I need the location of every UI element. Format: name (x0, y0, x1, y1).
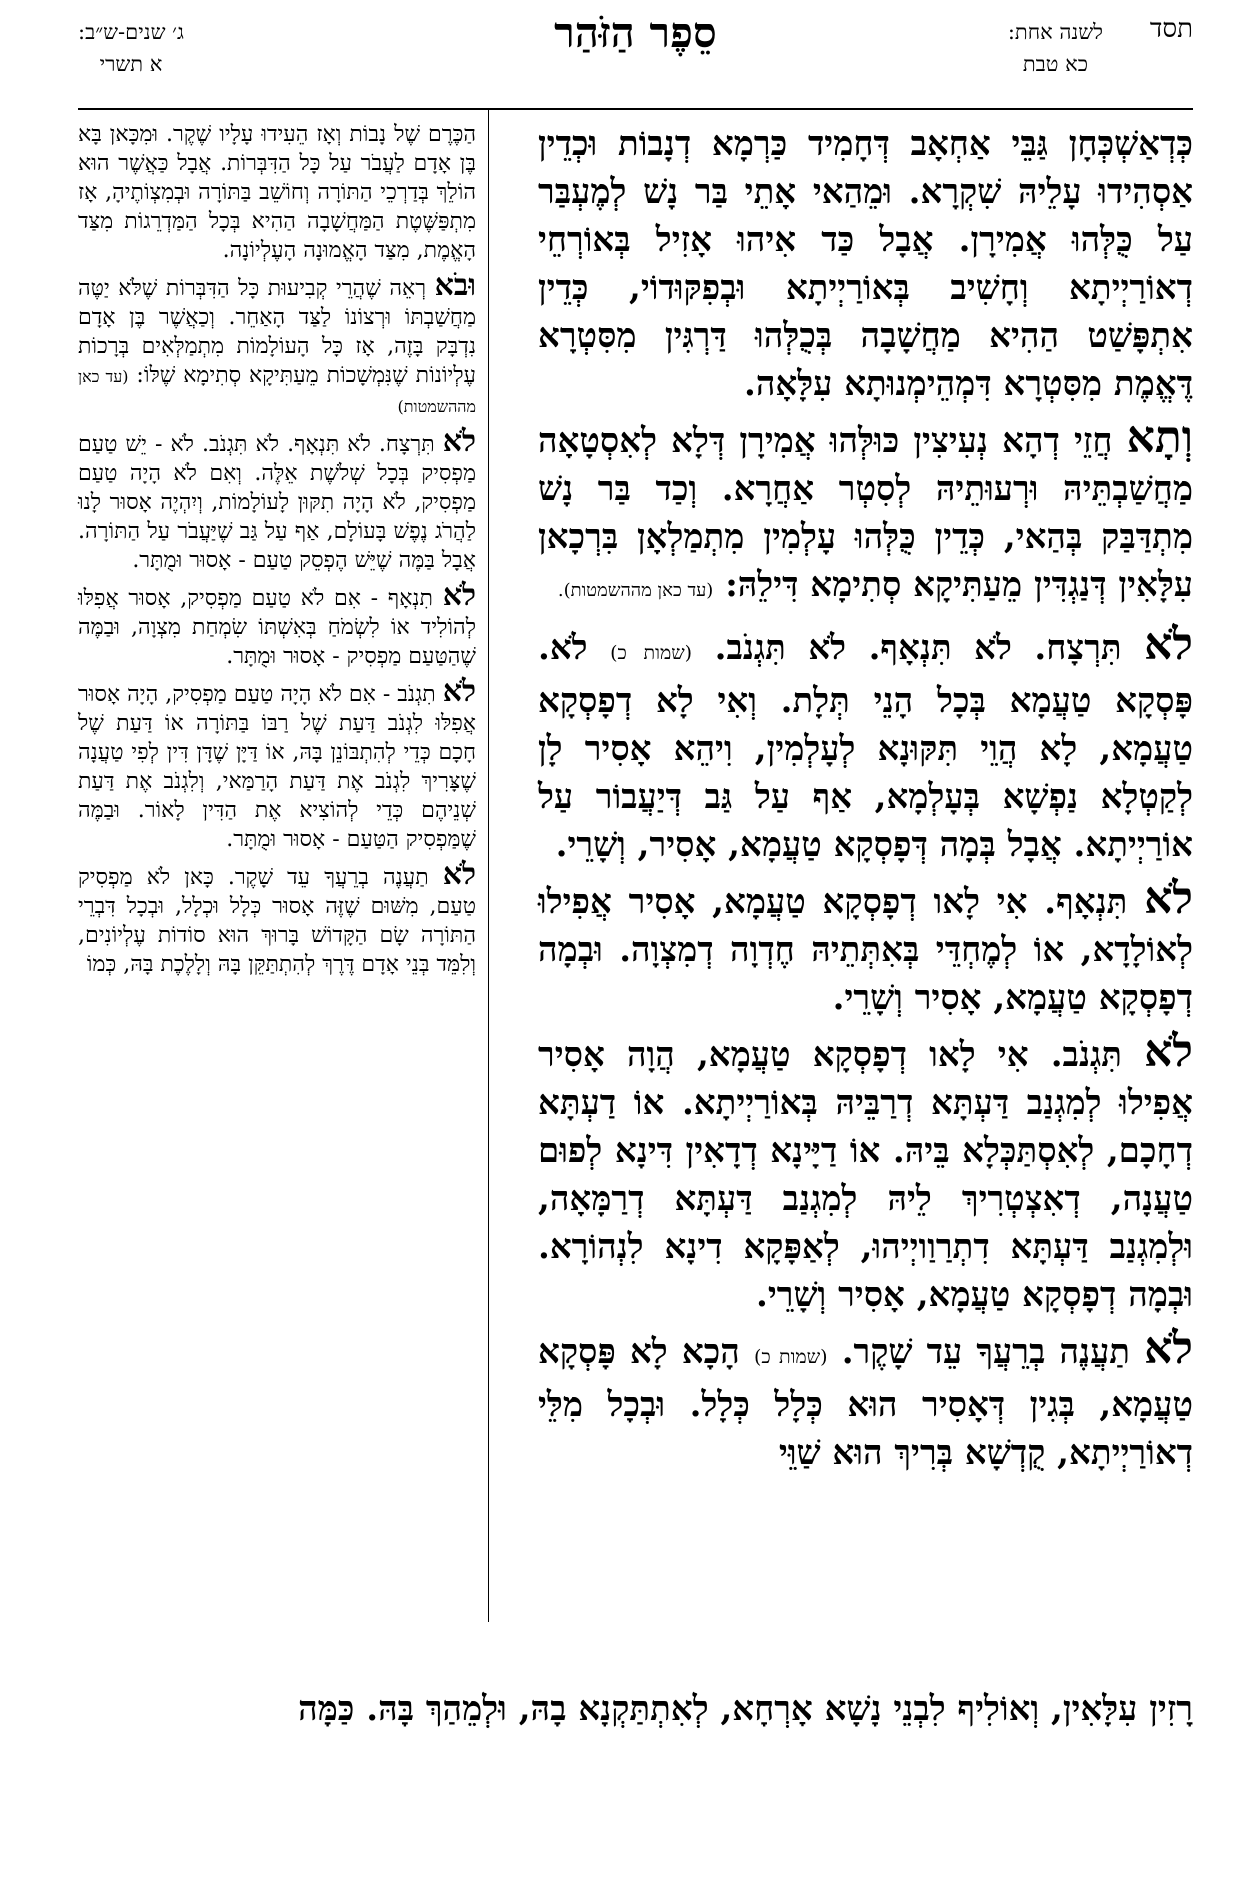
commentary-paragraph-6-lead: לֹא (442, 857, 476, 892)
main-paragraph-2-lead: וְתָא (1126, 412, 1193, 463)
commentary-paragraph-6-text: תַעֲנֶה בְרֵעֲךָ עֵד שָׁקֶר. כָּאן לֹא מַפְסִיק טַעַם, מִשּׁוּם שֶׁזֶּה אָסוּר כְּלָל וּכְלָל, וּבְכָל דִּבְרֵי הַתּוֹרָה שָׂם הַקָּדוֹשׁ בָּרוּךְ הוּא סוֹדוֹת עֶלְיוֹנִים, וְלִמֵּד בְּנֵי אָדָם דֶּרֶךְ לְהִתְתַּקֵּן בָּהּ וְלָלֶכֶת בָּהּ, כְּמוֹ (78, 865, 476, 977)
commentary-paragraph-2 (78, 268, 477, 421)
commentary-omission-note: (עד כאן מההשמטות) (78, 367, 476, 416)
page-header (78, 8, 1193, 112)
main-paragraph-5 (538, 1028, 1193, 1319)
commentary-paragraph-3-lead: לֹא (442, 424, 476, 459)
main-paragraph-3-lead: לֹא (1144, 619, 1193, 670)
commentary-paragraph-5-text: תִגְנֹב - אִם לֹא הָיָה טַעַם מַפְסִיק, הָיָה אָסוּר אֲפִלּוּ לִגְנֹב דַּעַת שֶׁל רַבּוֹ בַּתּוֹרָה אוֹ דַּעַת שֶׁל חָכָם כְּדֵי לְהִתְבּוֹנֵן בָּהּ, אוֹ דַּיָּן שֶׁדָּן דִּין לְפִי טַעֲנָה שֶׁצָּרִיךְ לִגְנֹב אֶת דַּעַת הָרַמַּאי, וְלִגְנֹב אֶת דַּעַת שְׁנֵיהֶם כְּדֵי לְהוֹצִיא אֶת הַדִּין לָאוֹר. וּבַמֶּה שֶׁמַּפְסִיק הַטַּעַם - אָסוּר וּמֻתָּר. (78, 682, 476, 852)
commentary-paragraph-5-lead: לֹא (442, 674, 476, 709)
bottom-line-text: רָזִין עִלָּאִין, וְאוֹלִיף לִבְנֵי נָשָׁא אָרְחָא, לְאִתְתַּקְנָא בָהּ, וּלְמֵהַךְ בָּהּ. כַּמָּה (298, 1689, 1193, 1729)
header-divider (78, 108, 1193, 110)
header-schedule-date: כא טבת (1022, 52, 1088, 76)
commentary-paragraph-6 (78, 857, 476, 979)
commentary-paragraph-4 (78, 578, 476, 671)
hebrew-commentary-column (78, 120, 476, 985)
main-paragraph-6-verse: תַעֲנֶה בְרֵעֲךָ עֵד שָׁקֶר. (841, 1332, 1131, 1372)
main-paragraph-3-verse: תִּרְצָח. לֹא תִּנְאָף. לֹא תִּגְנֹב. (714, 628, 1122, 668)
main-paragraph-2 (538, 414, 1193, 615)
commentary-paragraph-3-text: תִּרְצָח. לֹא תִּנְאָף. לֹא תִּגְנֹב. לֹא - יֵשׁ טַעַם מַפְסִיק בְּכָל שְׁלֹשֶׁת אֵלֶּה. וְאִם לֹא הָיָה טַעַם מַפְסִיק, לֹא הָיָה תִקּוּן לָעוֹלָמוֹת, וְיִהְיֶה אָסוּר לָנוּ לַהֲרֹג נֶפֶשׁ בָּעוֹלָם, אַף עַל גַּב שֶׁיַּעֲבֹר עַל הַתּוֹרָה. אֲבָל בַּמֶּה שֶׁיֵּשׁ הֶפְסֵק טַעַם - אָסוּר וּמֻתָּר. (78, 432, 476, 573)
aramaic-main-text (538, 120, 1193, 1884)
commentary-paragraph-1 (78, 120, 476, 265)
commentary-paragraph-4-text: תִנְאָף - אִם לֹא טַעַם מַפְסִיק, אָסוּר אֲפִלּוּ לְהוֹלִיד אוֹ לִשְׂמֹחַ בְּאִשְׁתּוֹ שִׂמְחַת מִצְוָה, וּבַמֶּה שֶׁהַטַּעַם מַפְסִיק - אָסוּר וּמֻתָּר. (78, 586, 476, 669)
header-cycle-date: א תשרי (99, 52, 163, 76)
column-divider (488, 110, 489, 1622)
page-number: תסד (1149, 14, 1193, 44)
header-cycle-info (78, 16, 184, 80)
main-paragraph-4-lead: לֹא (1144, 873, 1193, 924)
full-width-bottom-line (78, 1684, 1193, 1734)
main-paragraph-5-lead: לֹא (1144, 1026, 1193, 1077)
main-paragraph-3-source: (שמות כ) (610, 642, 693, 664)
main-paragraph-1-text: כְּדְאַשְׁכְּחָן גַּבֵּי אַחְאָב דְּחָמִיד כַּרְמָא דְנָבוֹת וּכְדֵין אַסְהִידוּ עָלֵיהּ שִׁקְרָא. וּמֵהַאי אָתֵי בַּר נָשׁ לְמֶעְבַּר עַל כֻּלְּהוּ אֲמִירָן. אֲבָל כַּד אִיהוּ אָזִיל בְּאוֹרְחֵי דְאוֹרַיְיתָא וְחָשִׁיב בְּאוֹרַיְיתָא וּבְפִקּוּדוֹי, כְּדֵין אִתְפָּשַׁט הַהִיא מַחֲשָׁבָה בְּכֻלְּהוּ דַּרְגִּין מִסִּטְרָא דֶּאֱמֶת מִסִּטְרָא דִּמְהֵימְנוּתָא עִלָּאָה. (538, 124, 1193, 404)
main-paragraph-5-text: תִּגְנֹב. אִי לָאו דְפָסְקָא טַעֲמָא, הֲוָה אָסִיר אֲפִילוּ לְמִגְנַב דַּעְתָּא דְרַבֵּיהּ בְּאוֹרַיְיתָא. אוֹ דַעְתָּא דְחָכָם, לְאִסְתַּכְּלָא בֵּיהּ. אוֹ דַיָּינָא דְדָאִין דִּינָא לְפוּם טַעֲנָה, דְאִצְטְרִיךְ לֵיהּ לְמִגְנַב דַּעְתָּא דְרַמָּאָה, וּלְמִגְנַב דַּעְתָּא דִתְרַוַויְיהוּ, לְאַפָּקָא דִינָא לִנְהוֹרָא. וּבְמָה דְפָסְקָא טַעֲמָא, אָסִיר וְשָׁרֵי. (538, 1035, 1193, 1315)
main-paragraph-3-text: לֹא. פָּסְקָא טַעֲמָא בְּכָל הָנֵי תְּלָת. וְאִי לָא דְפָסְקָא טַעֲמָא, לָא הֲוֵי תִּקּוּנָא לְעָלְמִין, וִיהֵא אָסִיר לָן לְקַטְלָא נַפְשָׁא בְּעָלְמָא, אַף עַל גַּב דְּיַעֲבוֹר עַל אוֹרַיְיתָא. אֲבָל בְּמָה דְּפָסְקָא טַעֲמָא, אָסִיר, וְשָׁרֵי. (538, 628, 1193, 865)
commentary-paragraph-3 (78, 424, 476, 575)
header-cycle-label: ג׳ שנים-ש״ב: (78, 20, 184, 44)
commentary-paragraph-1-text: הַכֶּרֶם שֶׁל נָבוֹת וְאָז הֵעִידוּ עָלָיו שֶׁקֶר. וּמִכָּאן בָּא בֶּן אָדָם לַעֲבֹר עַל כָּל הַדִּבְּרוֹת. אֲבָל כַּאֲשֶׁר הוּא הוֹלֵךְ בְּדַרְכֵי הַתּוֹרָה וְחוֹשֵׁב בַּתּוֹרָה וּבְמִצְוֹתֶיהָ, אָז מִתְפַּשֶּׁטֶת הַמַּחֲשָׁבָה הַהִיא בְּכָל הַמַּדְרֵגוֹת מִצַּד הָאֱמֶת, מִצַּד הָאֱמוּנָה הָעֶלְיוֹנָה. (78, 122, 476, 263)
main-omission-note: (עד כאן מההשמטות). (557, 580, 714, 601)
main-paragraph-1 (538, 120, 1193, 408)
main-paragraph-6 (538, 1325, 1193, 1477)
commentary-paragraph-2-lead: וּבֹא (434, 268, 476, 303)
commentary-paragraph-5 (78, 674, 476, 854)
main-paragraph-4-text: תִּנְאָף. אִי לָאו דְפָסְקָא טַעֲמָא, אָסִיר אֲפִילוּ לְאוֹלָדָא, אוֹ לְמֶחְדֵּי בְּאִתְּתֵיהּ חֶדְוָה דְמִצְוָה. וּבְמָה דְפָסְקָא טַעֲמָא, אָסִיר וְשָׁרֵי. (538, 882, 1193, 1018)
main-paragraph-2-text: חֲזֵי דְהָא נְעִיצִין כּוּלְּהוּ אֲמִירָן דְּלָא לְאִסְטָאָה מַחֲשַׁבְתֵּיהּ וּרְעוּתֵיהּ לְסִטְר אַחֲרָא. וְכַד בַּר נָשׁ מִתְדַּבַּק בְּהַאי, כְּדֵין כֻּלְּהוּ עָלְמִין מִתְמַלְאָן בִּרְכָאן עִלָּאִין דְּנַגְדִּין מֵעַתִּיקָא סְתִימָא דִּילֵהּ: (538, 421, 1193, 605)
main-paragraph-6-text: הָכָא לָא פָּסְקָא טַעֲמָא, בְּגִין דְּאָסִיר הוּא כְּלָל כְּלָל. וּבְכָל מִלֵּי דְאוֹרַיְיתָא, קֻדְשָׁא בְּרִיךְ הוּא שַׁוֵּי (538, 1332, 1193, 1473)
main-paragraph-3 (538, 621, 1193, 869)
commentary-paragraph-4-lead: לֹא (442, 578, 476, 613)
book-title: סֵפֶר הַזֹּהַר (554, 8, 717, 57)
main-paragraph-4 (538, 875, 1193, 1022)
main-paragraph-6-source: (שמות כ) (753, 1346, 828, 1368)
main-paragraph-6-lead: לֹא (1144, 1323, 1194, 1374)
commentary-paragraph-2-text: רְאֵה שֶׁהֲרֵי קְבִיעוּת כָּל הַדִּבְּרוֹת שֶׁלֹּא יַטֶּה מַחֲשַׁבְתּוֹ וּרְצוֹנוֹ לַצַּד הָאַחֵר. וְכַאֲשֶׁר בֶּן אָדָם נִדְבָּק בָּזֶה, אָז כָּל הָעוֹלָמוֹת מִתְמַלְּאִים בְּרָכוֹת עֶלְיוֹנוֹת שֶׁנִּמְשָׁכוֹת מֵעַתִּיקָא סְתִימָא שֶׁלּוֹ: (78, 276, 477, 388)
header-schedule-label: לשנה אחת: (1007, 20, 1103, 44)
